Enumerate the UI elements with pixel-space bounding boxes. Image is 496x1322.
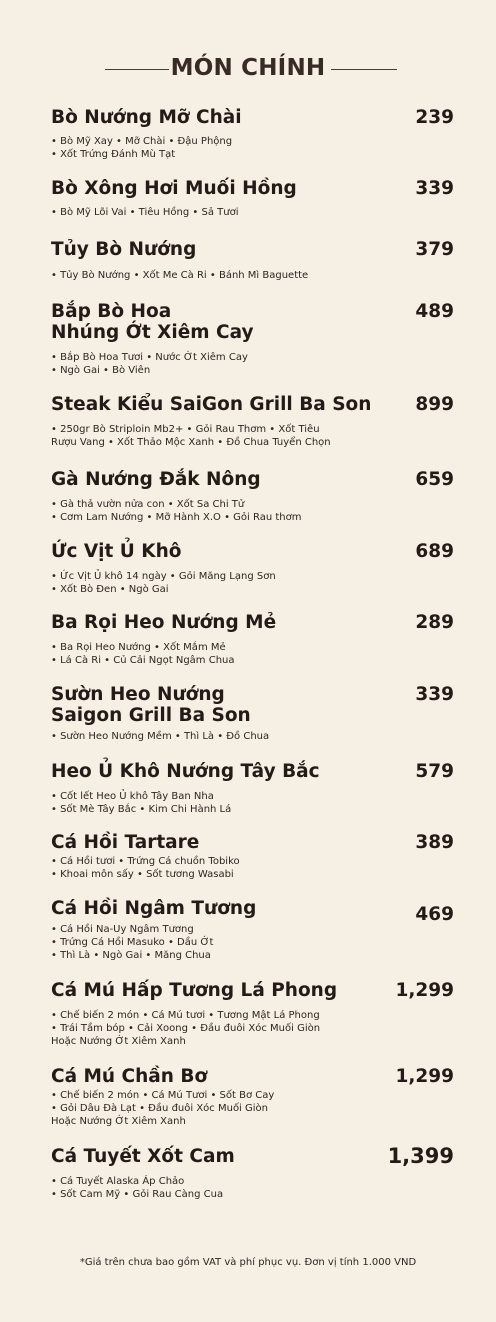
menu-item-price: 289 (415, 612, 454, 633)
menu-item-price: 1,299 (395, 1066, 454, 1087)
menu-item-price: 1,299 (395, 980, 454, 1001)
menu-item-name: Cá Mú Hấp Tương Lá Phong (51, 980, 338, 1001)
menu-item-price: 689 (415, 541, 454, 562)
menu-item-description: • Cá Hồi tươi • Trứng Cá chuồn Tobiko • Khoai môn sấy • Sốt tương Wasabi (51, 856, 240, 880)
menu-item-description: • Sườn Heo Nướng Mềm • Thì Là • Đồ Chua (51, 731, 270, 742)
menu-item-name: Steak Kiểu SaiGon Grill Ba Son (51, 394, 372, 415)
menu-item-name: Bắp Bò Hoa Nhúng Ớt Xiêm Cay (51, 301, 254, 343)
menu-item-price: 659 (415, 469, 454, 490)
menu-item-description: • Bắp Bò Hoa Tươi • Nước Ớt Xiêm Cay • Ngò Gai • Bò Viên (51, 352, 248, 376)
menu-item-description: • Ba Rọi Heo Nướng • Xốt Mắm Mẻ • Lá Cà Ri • Củ Cải Ngọt Ngâm Chua (51, 642, 235, 666)
menu-item-price: 1,399 (387, 1144, 454, 1168)
menu-item-name: Cá Mú Chần Bơ (51, 1066, 208, 1087)
menu-item-price: 389 (415, 832, 454, 853)
menu-item-description: • Ức Vịt Ủ khô 14 ngày • Gỏi Măng Lạng Sơn • Xốt Bò Đen • Ngò Gai (51, 571, 276, 595)
menu-item (51, 1066, 454, 1128)
menu-item (51, 301, 454, 377)
price-footnote: *Giá trên chưa bao gồm VAT và phí phục vụ. Đơn vị tính 1.000 VND (79, 1257, 417, 1268)
menu-item-name: Bò Nướng Mỡ Chài (51, 107, 242, 128)
menu-item-description: • Chế biến 2 món • Cá Mú Tươi • Sốt Bơ Cay • Gỏi Dâu Đà Lạt • Đầu đuôi Xóc Muối Giòn Hoặc Nướng Ớt Xiêm Xanh (51, 1090, 275, 1127)
menu-item (51, 1146, 454, 1201)
menu-item-price: 239 (415, 107, 454, 128)
menu-item-price: 579 (415, 761, 454, 782)
menu-item-price: 489 (415, 301, 454, 322)
menu-item-name: Bò Xông Hơi Muối Hồng (51, 178, 297, 199)
menu-item-description: • Gà thả vườn nửa con • Xốt Sa Chi Tử • Cơm Lam Nướng • Mỡ Hành X.O • Gỏi Rau thơm (51, 499, 302, 523)
menu-item (51, 898, 454, 962)
menu-item-description: • Bò Mỹ Xay • Mỡ Chài • Đậu Phộng • Xốt Trứng Đánh Mù Tạt (51, 136, 233, 160)
menu-item (51, 980, 454, 1048)
menu-item (51, 239, 454, 282)
menu-item-name: Tủy Bò Nướng (51, 239, 197, 260)
menu-item (51, 541, 454, 596)
menu-item-description: • Chế biến 2 món • Cá Mú tươi • Tương Mật Lá Phong • Trái Tầm bóp • Cải Xoong • Đầu đuôi Xóc Muối Giòn Hoặc Nướng Ớt Xiêm Xanh (51, 1010, 321, 1047)
menu-item (51, 832, 454, 881)
menu-item-description: • Cá Hồi Na-Uy Ngâm Tương • Trứng Cá Hồi Masuko • Dầu Ớt • Thì Là • Ngò Gai • Măng Chua (51, 924, 214, 961)
menu-item (51, 684, 454, 743)
section-title: MÓN CHÍNH (170, 55, 326, 81)
menu-item-description: • Bò Mỹ Lõi Vai • Tiêu Hồng • Sả Tươi (51, 207, 239, 218)
menu-item-description: • Cá Tuyết Alaska Áp Chảo • Sốt Cam Mỹ • Gỏi Rau Càng Cua (51, 1176, 224, 1200)
menu-item-price: 469 (415, 904, 454, 925)
menu-item (51, 107, 454, 161)
menu-item-price: 379 (415, 239, 454, 260)
menu-item (51, 469, 454, 524)
menu-item (51, 761, 454, 816)
menu-item-name: Cá Hồi Tartare (51, 832, 200, 853)
menu-item (51, 178, 454, 219)
menu-item-description: • Tủy Bò Nướng • Xốt Me Cà Ri • Bánh Mì Baguette (51, 270, 309, 281)
menu-item-price: 339 (415, 684, 454, 705)
menu-item (51, 394, 454, 449)
menu-item-name: Ức Vịt Ủ Khô (51, 541, 182, 562)
menu-item-price: 339 (415, 178, 454, 199)
menu-item-price: 899 (415, 394, 454, 415)
menu-item (51, 612, 454, 667)
menu-item-name: Gà Nướng Đắk Nông (51, 469, 261, 490)
menu-item-name: Ba Rọi Heo Nướng Mẻ (51, 612, 277, 633)
section-header (0, 52, 496, 88)
menu-item-name: Cá Tuyết Xốt Cam (51, 1146, 235, 1167)
header-rule-right (331, 69, 397, 70)
menu-item-name: Cá Hồi Ngâm Tương (51, 898, 257, 919)
menu-item-description: • 250gr Bò Striploin Mb2+ • Gỏi Rau Thơm • Xốt Tiêu Rượu Vang • Xốt Thảo Mộc Xanh • Đồ Chua Tuyển Chọn (51, 424, 331, 448)
menu-item-name: Sườn Heo Nướng Saigon Grill Ba Son (51, 684, 251, 726)
menu-item-name: Heo Ủ Khô Nướng Tây Bắc (51, 761, 320, 782)
menu-item-description: • Cốt lết Heo Ủ khô Tây Ban Nha • Sốt Mè Tây Bắc • Kim Chi Hành Lá (51, 791, 232, 815)
